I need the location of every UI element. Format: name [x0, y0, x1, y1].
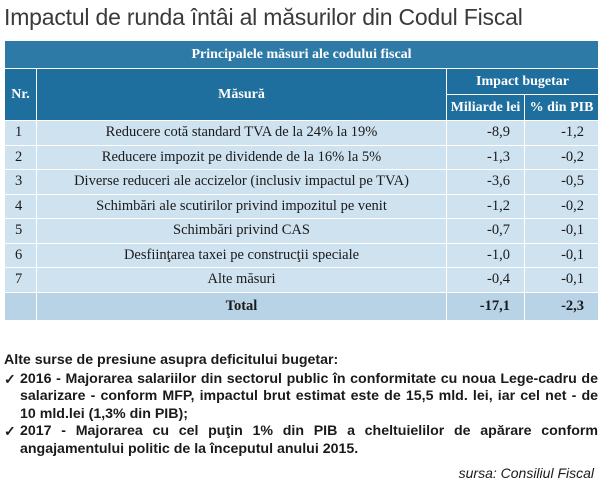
column-header-measure: Măsură: [37, 69, 447, 121]
row-number: 4: [5, 194, 37, 219]
column-header-nr: Nr.: [5, 69, 37, 121]
row-measure: Alte măsuri: [37, 268, 447, 293]
column-header-impact: Impact bugetar: [447, 69, 599, 95]
check-icon: ✓: [4, 423, 16, 439]
row-billion-lei: -8,9: [447, 121, 525, 146]
total-label: Total: [37, 292, 447, 320]
row-measure: Schimbări privind CAS: [37, 219, 447, 244]
row-measure: Desfiinţarea taxei pe construcţii speciale: [37, 243, 447, 268]
notes-bullet-text: 2016 - Majorarea salariilor din sectorul public în conformitate cu noua Lege-cadru de salarizare - conform MFP, impactul brut estimat este de 15,5 mld. lei, iar cel net - de 10 mld.lei (1,3% din PIB);: [20, 370, 598, 422]
notes-bullet: [4, 371, 598, 424]
row-number: 5: [5, 219, 37, 244]
row-percent-gdp: -1,2: [525, 121, 599, 146]
row-measure: Diverse reduceri ale accizelor (inclusiv impactul pe TVA): [37, 170, 447, 195]
total-empty-cell: [5, 292, 37, 320]
fiscal-measures-table: [4, 40, 599, 321]
table-row: [5, 170, 599, 195]
row-measure: Reducere cotă standard TVA de la 24% la 19%: [37, 121, 447, 146]
row-percent-gdp: -0,2: [525, 194, 599, 219]
row-billion-lei: -3,6: [447, 170, 525, 195]
table-row: [5, 268, 599, 293]
page-title: Impactul de runda întâi al măsurilor din Codul Fiscal: [4, 4, 523, 30]
row-number: 7: [5, 268, 37, 293]
column-header-percent-gdp: % din PIB: [525, 95, 599, 121]
row-percent-gdp: -0,1: [525, 268, 599, 293]
total-row: [5, 292, 599, 320]
row-billion-lei: -1,3: [447, 145, 525, 170]
notes-heading: Alte surse de presiune asupra deficitului bugetar:: [4, 352, 339, 368]
row-percent-gdp: -0,2: [525, 145, 599, 170]
row-billion-lei: -1,2: [447, 194, 525, 219]
notes-bullet: [4, 423, 598, 458]
row-number: 3: [5, 170, 37, 195]
check-icon: ✓: [4, 370, 16, 387]
table-row: [5, 219, 599, 244]
row-billion-lei: -1,0: [447, 243, 525, 268]
source-note: sursa: Consiliul Fiscal: [458, 465, 594, 481]
row-number: 1: [5, 121, 37, 146]
row-percent-gdp: -0,1: [525, 243, 599, 268]
table-caption: Principalele măsuri ale codului fiscal: [5, 41, 599, 69]
total-billion-lei: -17,1: [447, 292, 525, 320]
row-measure: Schimbări ale scutirilor privind impozitul pe venit: [37, 194, 447, 219]
row-measure: Reducere impozit pe dividende de la 16% la 5%: [37, 145, 447, 170]
row-billion-lei: -0,4: [447, 268, 525, 293]
table-row: [5, 194, 599, 219]
table-row: [5, 145, 599, 170]
notes-section: [4, 352, 598, 458]
row-billion-lei: -0,7: [447, 219, 525, 244]
table-row: [5, 243, 599, 268]
row-number: 6: [5, 243, 37, 268]
row-percent-gdp: -0,5: [525, 170, 599, 195]
column-header-billion-lei: Miliarde lei: [447, 95, 525, 121]
row-number: 2: [5, 145, 37, 170]
row-percent-gdp: -0,1: [525, 219, 599, 244]
total-percent-gdp: -2,3: [525, 292, 599, 320]
table-row: [5, 121, 599, 146]
notes-bullet-text: 2017 - Majorarea cu cel puţin 1% din PIB a cheltuielilor de apărare conform angajamentului politic de la începutul anului 2015.: [20, 423, 598, 457]
